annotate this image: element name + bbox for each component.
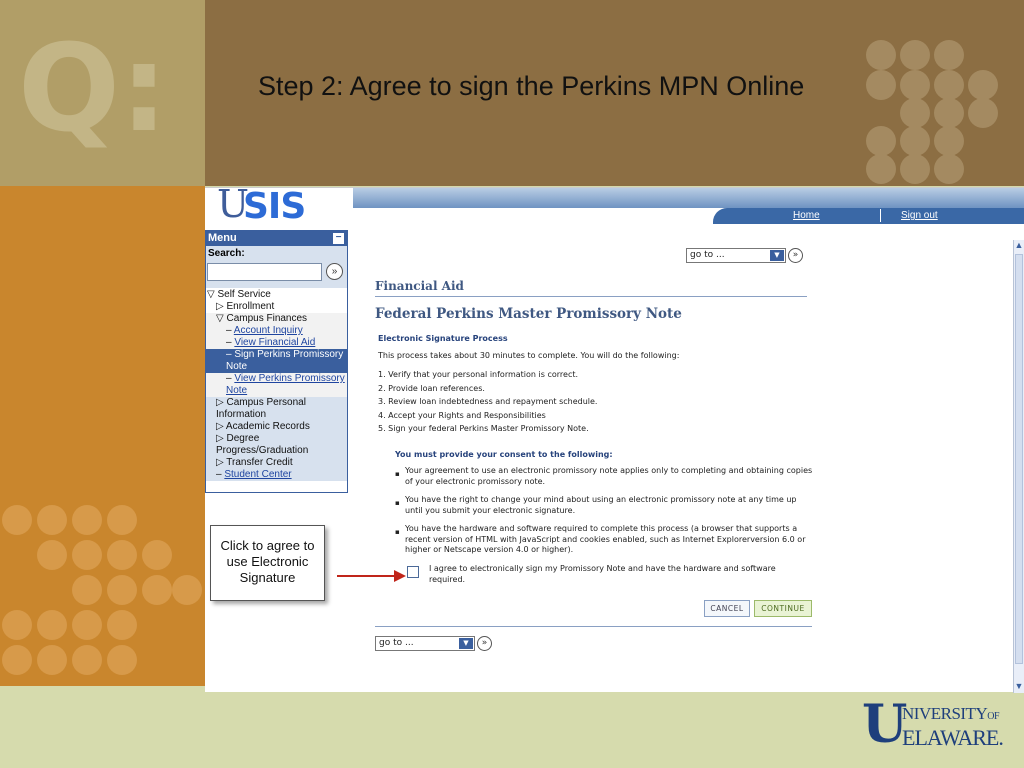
goto-select-top[interactable]: go to ... ▼ — [686, 248, 786, 263]
list-item: 3. Review loan indebtedness and repayment schedule. — [378, 397, 598, 406]
list-item: 5. Sign your federal Perkins Master Promissory Note. — [378, 424, 589, 433]
section-title: Financial Aid — [375, 279, 464, 293]
menu-item-campus-personal-information[interactable]: ▷ Campus Personal Information — [206, 397, 347, 421]
goto-row-top — [686, 248, 803, 263]
list-item: ▪ You have the right to change your mind about using an electronic promissory note at any time up until you submit your electronic signature. — [395, 495, 815, 516]
menu-item-account-inquiry[interactable]: – Account Inquiry — [206, 325, 347, 337]
logo-university: NIVERSITYOF — [902, 704, 1000, 723]
sign-out-link[interactable]: Sign out — [901, 210, 938, 221]
menu-item-enrollment[interactable]: ▷ Enrollment — [216, 301, 275, 312]
search-label: Search: — [208, 248, 245, 259]
agree-checkbox[interactable] — [407, 566, 419, 578]
q-decoration: Q: — [18, 20, 168, 159]
callout-box: Click to agree to use Electronic Signature — [210, 525, 325, 601]
goto-select-bottom[interactable]: go to ... ▼ — [375, 636, 475, 651]
list-item: ▪ Your agreement to use an electronic promissory note applies only to completing and obtaining copies of your electronic promissory note. — [395, 466, 815, 487]
logo-sis: SIS — [243, 186, 306, 227]
sub-title: Electronic Signature Process — [378, 334, 508, 343]
scrollbar[interactable] — [1013, 240, 1024, 693]
menu-item-transfer-credit[interactable]: ▷ Transfer Credit — [206, 457, 347, 469]
menu-item-view-perkins-note[interactable]: – View Perkins Promissory Note — [206, 373, 347, 397]
minus-icon[interactable]: − — [333, 233, 344, 244]
menu-item-degree-progress[interactable]: ▷ Degree Progress/Graduation — [206, 433, 347, 457]
navigation-menu — [205, 230, 348, 493]
menu-list — [206, 288, 347, 481]
consent-heading: You must provide your consent to the following: — [395, 450, 613, 459]
divider — [375, 296, 807, 297]
arrow-right-icon — [394, 570, 406, 582]
chevron-down-icon: ▼ — [770, 250, 784, 261]
continue-button[interactable]: CONTINUE — [754, 600, 812, 617]
steps-list — [378, 368, 597, 436]
slide-title: Step 2: Agree to sign the Perkins MPN Online — [258, 71, 805, 101]
cancel-button[interactable]: CANCEL — [704, 600, 750, 617]
list-item: 4. Accept your Rights and Responsibilities — [378, 410, 546, 420]
university-logo — [862, 694, 1017, 760]
search-go-button[interactable]: » — [326, 263, 343, 280]
menu-item-self-service[interactable]: ▽ Self Service — [207, 289, 271, 300]
search-input[interactable] — [207, 263, 322, 281]
divider — [375, 626, 812, 627]
logo-ud-mark: U — [862, 694, 908, 755]
chevron-up-icon[interactable]: ▲ — [1014, 240, 1024, 250]
chevron-down-icon[interactable]: ▼ — [1014, 681, 1024, 691]
menu-title: Menu — [208, 232, 237, 244]
goto-row-bottom — [375, 636, 492, 651]
usis-logo — [217, 182, 347, 228]
double-chevron-right-icon[interactable]: » — [477, 636, 492, 651]
logo-u: U — [217, 182, 250, 226]
page-title: Federal Perkins Master Promissory Note — [375, 306, 682, 322]
menu-item-academic-records[interactable]: ▷ Academic Records — [206, 421, 347, 433]
chevron-down-icon: ▼ — [459, 638, 473, 649]
home-link[interactable]: Home — [793, 210, 820, 221]
menu-header — [206, 231, 347, 246]
menu-item-sign-perkins-note[interactable]: – Sign Perkins Promissory Note — [206, 349, 347, 373]
intro-text: This process takes about 30 minutes to complete. You will do the following: — [378, 351, 680, 360]
list-item: ▪ You have the hardware and software required to complete this process (a browser that supports a recent version of HTML with JavaScript and cookies enabled, such as Internet Explorerversion 6.0 or higher or Netscape version 4.0 or higher). — [395, 524, 815, 556]
menu-item-student-center[interactable]: – Student Center — [206, 469, 347, 481]
list-item: 2. Provide loan references. — [378, 383, 485, 393]
header-bar — [353, 188, 1024, 224]
menu-item-campus-finances[interactable]: ▽ Campus Finances — [206, 313, 347, 325]
browser-screenshot — [205, 182, 1024, 692]
slide-bg-left-mid — [0, 186, 205, 686]
list-item: 1. Verify that your personal information is correct. — [378, 370, 579, 379]
menu-item-view-financial-aid[interactable]: – View Financial Aid — [206, 337, 347, 349]
callout-arrow — [337, 575, 399, 577]
consent-list — [395, 466, 815, 564]
scrollbar-thumb[interactable] — [1015, 254, 1023, 664]
menu-search — [206, 246, 347, 288]
agree-label: I agree to electronically sign my Promissory Note and have the hardware and software required. — [429, 564, 776, 584]
double-chevron-right-icon[interactable]: » — [788, 248, 803, 263]
logo-delaware: ELAWARE. — [902, 725, 1003, 750]
